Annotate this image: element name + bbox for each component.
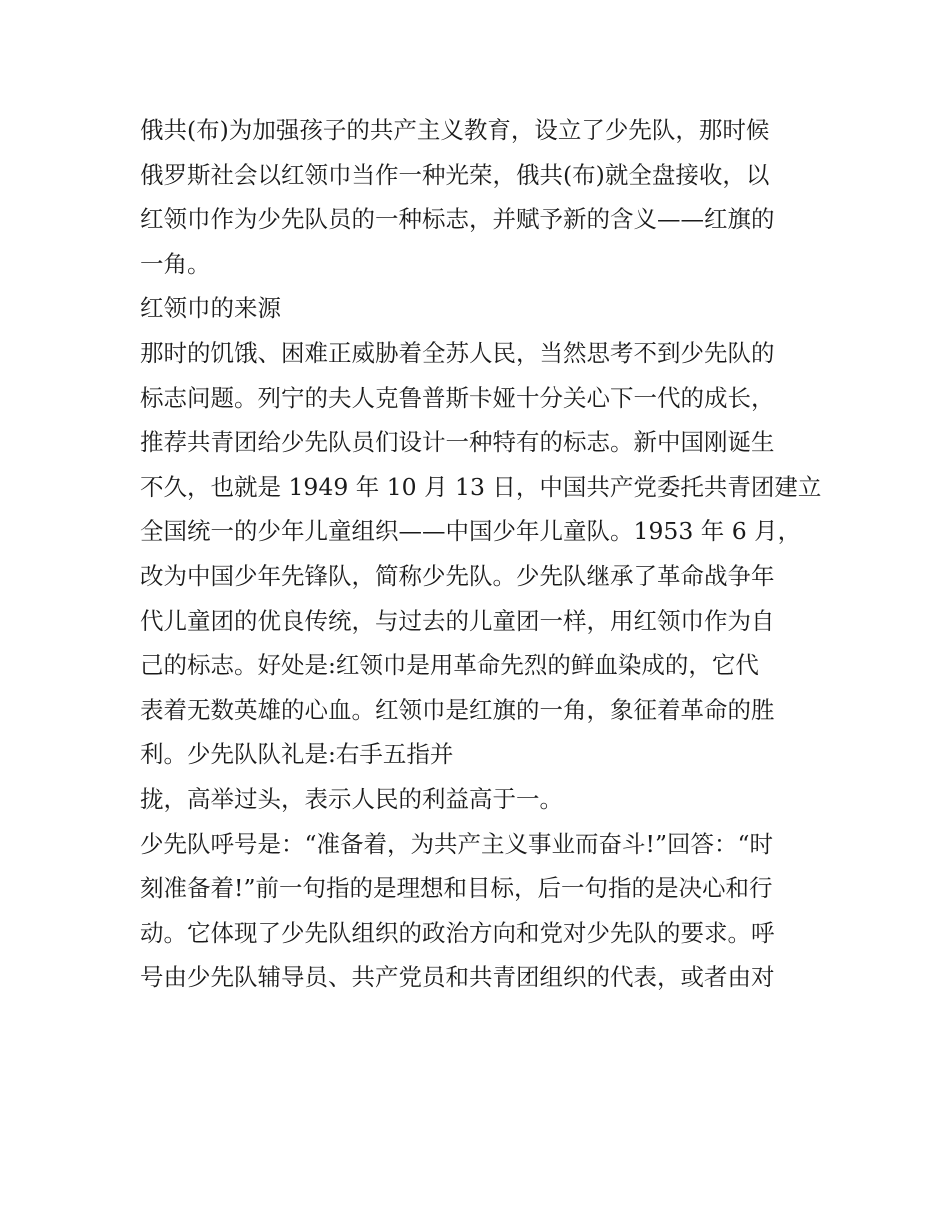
- text-line: 己的标志。好处是:红领巾是用革命先烈的鲜血染成的，它代: [140, 651, 759, 680]
- text-line: 表着无数英雄的心血。红领巾是红旗的一角，象征着革命的胜: [140, 695, 775, 724]
- text-line: 俄共(布)为加强孩子的共产主义教育，设立了少先队，那时候: [140, 116, 770, 144]
- text-line: 推荐共青团给少先队员们设计一种特有的标志。新中国刚诞生: [140, 428, 775, 457]
- text-line: 那时的饥饿、困难正威胁着全苏人民，当然思考不到少先队的: [140, 338, 775, 367]
- text-line: 俄罗斯社会以红领巾当作一种光荣，俄共(布)就全盘接收，以: [140, 160, 770, 189]
- text-line: 利。少先队队礼是:右手五指并: [140, 740, 454, 769]
- text-line: 拢，高举过头，表示人民的利益高于一。: [140, 784, 563, 813]
- text-line: 标志问题。列宁的夫人克鲁普斯卡娅十分关心下一代的成长，: [140, 383, 775, 412]
- text-line: 全国统一的少年儿童组织——中国少年儿童队。1953 年 6 月，: [140, 517, 802, 546]
- text-line: 红领巾作为少先队员的一种标志，并赋予新的含义——红旗的: [140, 205, 775, 234]
- text-line: 不久，也就是 1949 年 10 月 13 日，中国共产党委托共青团建立: [140, 472, 822, 501]
- section-heading: 红领巾的来源: [140, 294, 281, 323]
- text-line: 一角。: [140, 249, 211, 278]
- document-body: [140, 108, 820, 1000]
- text-line: 刻准备着!”前一句指的是理想和目标，后一句指的是决心和行: [140, 874, 773, 903]
- text-line: 动。它体现了少先队组织的政治方向和党对少先队的要求。呼: [140, 918, 775, 947]
- text-line: 改为中国少年先锋队，简称少先队。少先队继承了革命战争年: [140, 561, 775, 590]
- text-line: 少先队呼号是：“准备着，为共产主义事业而奋斗!”回答：“时: [140, 829, 773, 858]
- text-line: 号由少先队辅导员、共产党员和共青团组织的代表，或者由对: [140, 963, 775, 992]
- text-line: 代儿童团的优良传统，与过去的儿童团一样，用红领巾作为自: [140, 606, 775, 635]
